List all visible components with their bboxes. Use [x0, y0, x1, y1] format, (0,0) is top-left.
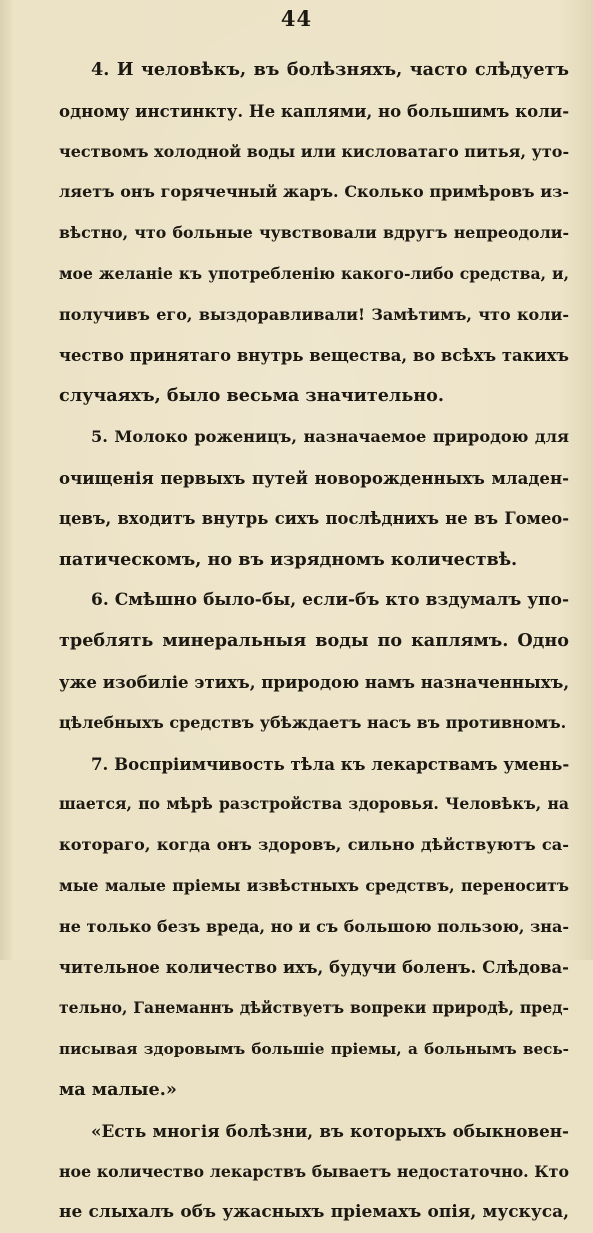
text-line: мое желаніе къ употребленію какого-либо средства, и, [59, 263, 569, 283]
text-line: цѣлебныхъ средствъ убѣждаетъ насъ въ противномъ. [59, 712, 567, 732]
text-line: котораго, когда онъ здоровъ, сильно дѣйствуютъ са- [59, 835, 569, 855]
text-line: чество принятаго внутрь вещества, во всѣхъ такихъ [59, 345, 569, 365]
text-line: ное количество лекарствъ бываетъ недостаточно. Кто [59, 1161, 569, 1181]
text-line: вѣстно, что больные чувствовали вдругъ непреодоли- [59, 223, 569, 243]
text-line: получивъ его, выздоравливали! Замѣтимъ, что коли- [59, 304, 569, 324]
text-line: 5. Молоко роженицъ, назначаемое природою для [91, 427, 569, 447]
text-line: тельно, Ганеманнъ дѣйствуетъ вопреки природѣ, пред- [59, 998, 569, 1018]
text-line: шается, по мѣрѣ разстройства здоровья. Человѣкъ, на [59, 794, 569, 814]
text-line: чествомъ холодной воды или кисловатаго питья, уто- [59, 141, 570, 161]
text-line: ляетъ онъ горячечный жаръ. Сколько примѣровъ из- [59, 182, 569, 202]
text-line: цевъ, входитъ внутрь сихъ послѣднихъ не въ Гомео- [59, 508, 569, 528]
text-line: 6. Смѣшно было-бы, если-бъ кто вздумалъ упо- [91, 590, 569, 611]
page-number: 44 [280, 6, 313, 31]
text-line: 7. Воспріимчивость тѣла къ лекарствамъ умень- [91, 753, 570, 774]
text-line: не только безъ вреда, но и съ большою пользою, зна- [59, 916, 569, 936]
text-line: писывая здоровымъ большіе пріемы, а больнымъ весь- [59, 1040, 569, 1059]
text-line: уже изобиліе этихъ, природою намъ назначенныхъ, [59, 671, 570, 692]
text-line: не слыхалъ объ ужасныхъ пріемахъ опія, мускуса, [59, 1202, 569, 1223]
text-line: очищенія первыхъ путей новорожденныхъ младен- [59, 467, 569, 488]
text-line: треблять минеральныя воды по каплямъ. Одно [59, 630, 569, 652]
text-line: одному инстинкту. Не каплями, но большимъ коли- [59, 100, 570, 121]
text-line: ма малые.» [59, 1078, 177, 1100]
text-line: чительное количество ихъ, будучи боленъ. Слѣдова- [59, 957, 569, 977]
text-line: патическомъ, но въ изрядномъ количествѣ. [59, 548, 518, 570]
text-line: случаяхъ, было весьма значительно. [59, 385, 445, 407]
body-text [59, 50, 569, 1233]
text-line: мые малые пріемы извѣстныхъ средствъ, переноситъ [59, 875, 569, 895]
text-line: «Есть многія болѣзни, въ которыхъ обыкновен- [91, 1120, 569, 1141]
text-line: 4. И человѣкъ, въ болѣзняхъ, часто слѣдуетъ [91, 59, 569, 80]
